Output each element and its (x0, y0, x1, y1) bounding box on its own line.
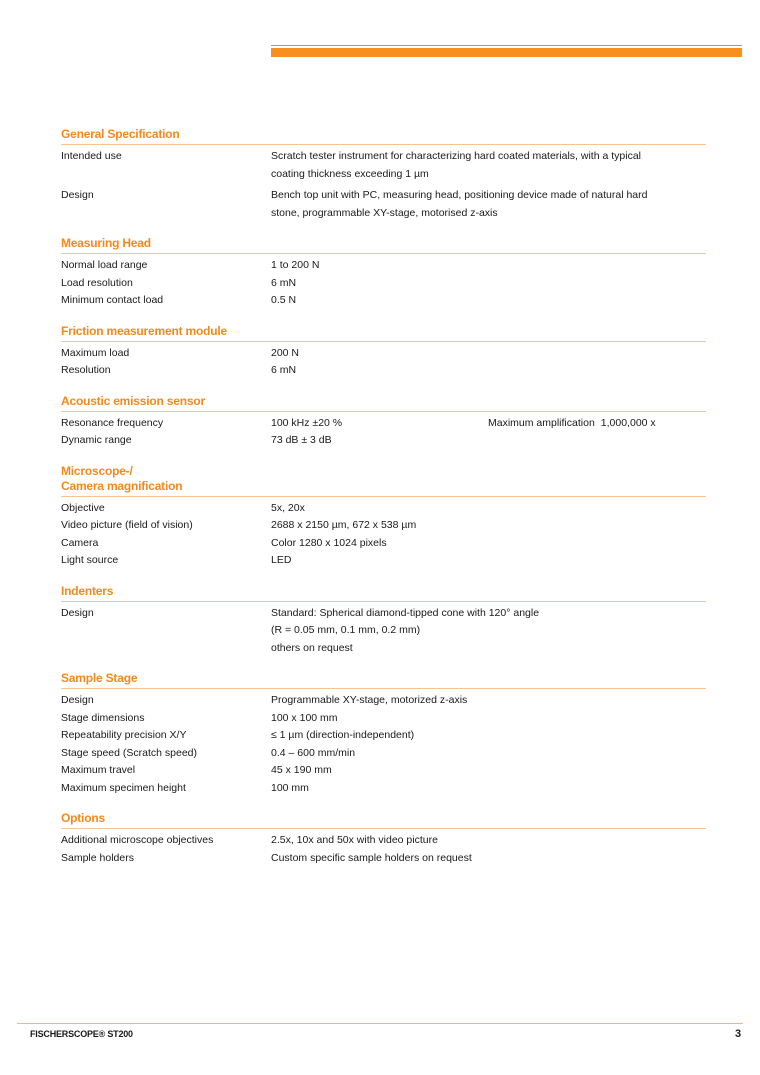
spec-value (271, 187, 706, 222)
spec-value (271, 292, 706, 310)
spec-section (61, 464, 706, 570)
spec-value-line: Scratch tester instrument for characterizing hard coated materials, with a typical (271, 150, 641, 162)
spec-value-line: 73 dB ± 3 dB (271, 434, 332, 446)
spec-row (61, 780, 706, 798)
spec-value (271, 850, 706, 868)
spec-label: Design (61, 694, 94, 706)
spec-label: Resonance frequency (61, 416, 164, 429)
spec-value-line: 6 mN (271, 276, 297, 289)
spec-value (271, 710, 706, 728)
section-title (61, 464, 706, 497)
section-title-line: Camera magnification (61, 478, 183, 493)
spec-label: Stage dimensions (61, 711, 145, 724)
spec-label: Sample holders (61, 851, 134, 864)
spec-row (61, 745, 706, 763)
spec-value-line: 100 kHz ±20 % (271, 416, 343, 429)
spec-value (271, 727, 706, 745)
spec-section (61, 127, 706, 222)
section-title: Acoustic emission sensor (61, 394, 706, 412)
spec-row (61, 432, 706, 450)
spec-value-line: 2688 x 2150 µm, 672 x 538 µm (271, 519, 417, 531)
spec-row (61, 727, 706, 745)
spec-section (61, 584, 706, 658)
spec-value (271, 275, 706, 293)
spec-value (271, 832, 706, 850)
spec-value (271, 148, 706, 183)
spec-label: Light source (61, 554, 119, 566)
spec-section (61, 236, 706, 310)
spec-value (271, 745, 706, 763)
spec-value-line: 5x, 20x (271, 501, 305, 514)
spec-label: Objective (61, 501, 105, 514)
spec-label: Intended use (61, 150, 122, 162)
spec-extra-value: 1,000,000 x (600, 416, 656, 429)
spec-row (61, 257, 706, 275)
spec-row (61, 415, 706, 433)
section-title: Friction measurement module (61, 324, 706, 342)
spec-section (61, 811, 706, 867)
spec-value-line: 200 N (271, 346, 300, 359)
spec-value (271, 605, 706, 658)
spec-value-line: others on request (271, 641, 353, 654)
footer-rule (17, 1023, 743, 1024)
spec-label: Design (61, 189, 94, 201)
spec-value-line: Programmable XY-stage, motorized z-axis (271, 694, 468, 706)
spec-label: Minimum contact load (61, 294, 164, 306)
spec-value-line: 100 x 100 mm (271, 711, 338, 724)
spec-row (61, 692, 706, 710)
spec-row (61, 345, 706, 363)
spec-value-line: 1 to 200 N (271, 259, 320, 271)
spec-label: Camera (61, 536, 99, 549)
section-title: Indenters (61, 584, 706, 602)
spec-value-line: Custom specific sample holders on request (271, 851, 472, 864)
spec-value-line: ≤ 1 µm (direction-independent) (271, 729, 415, 741)
spec-value-line: coating thickness exceeding 1 µm (271, 167, 429, 180)
spec-row (61, 292, 706, 310)
spec-row (61, 552, 706, 570)
spec-label: Additional microscope objectives (61, 834, 214, 846)
spec-label: Normal load range (61, 259, 148, 271)
spec-sheet (61, 127, 706, 867)
spec-value (271, 345, 706, 363)
spec-value-line: Bench top unit with PC, measuring head, positioning device made of natural hard (271, 189, 648, 201)
spec-value-line: Color 1280 x 1024 pixels (271, 536, 387, 549)
section-title: Sample Stage (61, 671, 706, 689)
section-title-line: Microscope-/ (61, 463, 133, 478)
spec-row (61, 832, 706, 850)
spec-section (61, 394, 706, 450)
spec-value-line: stone, programmable XY-stage, motorised z-axis (271, 206, 498, 219)
spec-section (61, 671, 706, 797)
spec-row (61, 605, 706, 658)
spec-value-line: 0.4 – 600 mm/min (271, 746, 356, 759)
spec-value (271, 517, 706, 535)
spec-value-line: 6 mN (271, 364, 297, 376)
spec-row (61, 762, 706, 780)
spec-extra-label: Maximum amplification (488, 416, 595, 429)
footer-product-name: FISCHERSCOPE® ST200 (30, 1029, 133, 1039)
header-gray-rule (271, 45, 742, 46)
spec-label: Load resolution (61, 276, 133, 289)
spec-row (61, 275, 706, 293)
spec-row (61, 710, 706, 728)
spec-label: Resolution (61, 364, 111, 376)
spec-row (61, 187, 706, 222)
spec-section (61, 324, 706, 380)
spec-row (61, 148, 706, 183)
spec-label: Repeatability precision X/Y (61, 729, 187, 741)
spec-label: Dynamic range (61, 434, 132, 446)
spec-value (271, 257, 706, 275)
spec-row (61, 535, 706, 553)
spec-value-line: 0.5 N (271, 294, 297, 306)
spec-value (271, 432, 706, 450)
spec-label: Maximum travel (61, 764, 136, 776)
section-title: Options (61, 811, 706, 829)
spec-value (271, 552, 706, 570)
spec-row (61, 517, 706, 535)
spec-extra (488, 415, 656, 433)
section-title: General Specification (61, 127, 706, 145)
spec-label: Design (61, 606, 94, 619)
spec-label: Maximum specimen height (61, 781, 186, 794)
spec-value (271, 692, 706, 710)
spec-value-line: 100 mm (271, 781, 309, 794)
spec-value (271, 762, 706, 780)
spec-value-line: 2.5x, 10x and 50x with video picture (271, 834, 438, 846)
spec-value (271, 780, 706, 798)
spec-value-line: LED (271, 554, 292, 566)
spec-row (61, 362, 706, 380)
spec-label: Stage speed (Scratch speed) (61, 746, 197, 759)
spec-value (271, 500, 706, 518)
header-accent-bar (271, 48, 742, 57)
spec-value-line: 45 x 190 mm (271, 764, 332, 776)
spec-value (271, 362, 706, 380)
spec-value-line: (R = 0.05 mm, 0.1 mm, 0.2 mm) (271, 624, 421, 636)
spec-value-line: Standard: Spherical diamond-tipped cone with 120° angle (271, 606, 540, 619)
spec-label: Maximum load (61, 346, 130, 359)
section-title: Measuring Head (61, 236, 706, 254)
spec-row (61, 500, 706, 518)
spec-label: Video picture (field of vision) (61, 519, 193, 531)
page-number: 3 (735, 1028, 742, 1040)
spec-value (271, 535, 706, 553)
spec-row (61, 850, 706, 868)
